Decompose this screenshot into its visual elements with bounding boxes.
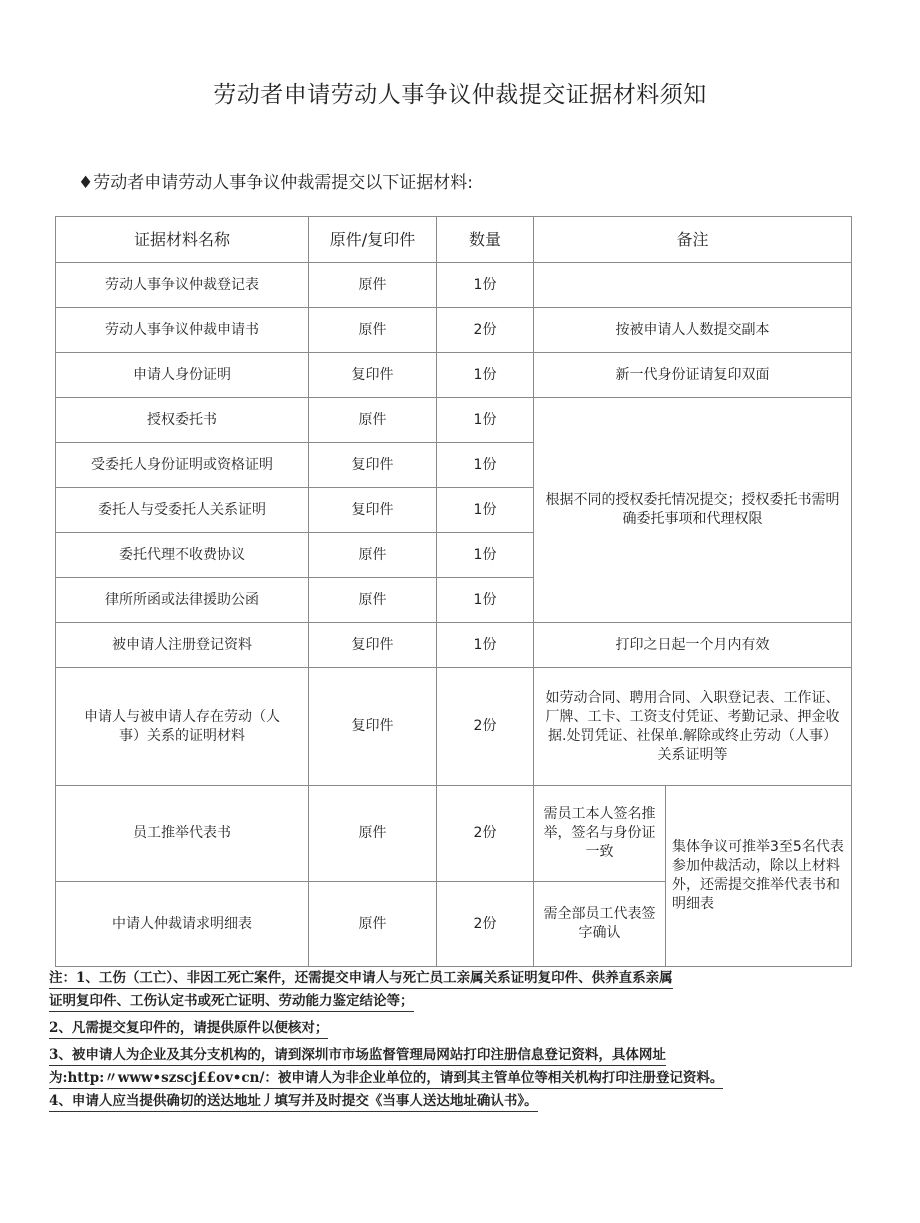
cell-type: 复印件 [309,443,437,488]
cell-name: 委托人与受委托人关系证明 [56,488,309,533]
cell-note: 如劳动合同、聘用合同、入职登记表、工作证、厂牌、工卡、工资支付凭证、考勤记录、押金收据.处罚凭证、社保单.解除或终止劳动（人事）关系证明等 [534,668,852,786]
cell-note [534,263,852,308]
cell-qty: 1份 [437,623,534,668]
evidence-table [55,216,852,967]
cell-note: 需员工本人签名推举，签名与身份证一致 [534,786,666,882]
cell-qty: 2份 [437,308,534,353]
cell-name: 申请人与被申请人存在劳动（人事）关系的证明材料 [56,668,309,786]
table-row [56,786,852,882]
note-line: 为:http:〃www•szscj££ov•cn/：被申请人为非企业单位的，请到其主管单位等相关机构打印注册登记资料。 [49,1068,723,1089]
note-line: 3、被申请人为企业及其分支机构的，请到深圳市市场监督管理局网站打印注册信息登记资料，具体网址 [49,1045,666,1066]
cell-type: 原件 [309,578,437,623]
header-qty: 数量 [437,217,534,263]
collective-note: 集体争议可推举3至5名代表参加仲裁活动，除以上材料外，还需提交推举代表书和明细表 [666,786,852,967]
table-row [56,353,852,398]
cell-qty: 1份 [437,398,534,443]
note-line: 2、凡需提交复印件的，请提供原件以便核对； [49,1018,328,1039]
cell-note: 按被申请人人数提交副本 [534,308,852,353]
cell-note: 打印之日起一个月内有效 [534,623,852,668]
cell-note: 需全部员工代表签字确认 [534,882,666,967]
table-row [56,398,852,443]
notes-section [49,968,829,1118]
cell-type: 原件 [309,882,437,967]
cell-name: 被申请人注册登记资料 [56,623,309,668]
cell-qty: 1份 [437,443,534,488]
page-title: 劳动者申请劳动人事争议仲裁提交证据材料须知 [213,82,707,108]
cell-type: 原件 [309,786,437,882]
authorization-note: 根据不同的授权委托情况提交；授权委托书需明确委托事项和代理权限 [534,398,852,623]
cell-name: 律所所函或法律援助公函 [56,578,309,623]
table-header-row [56,217,852,263]
header-name: 证据材料名称 [56,217,309,263]
cell-type: 原件 [309,398,437,443]
cell-qty: 1份 [437,488,534,533]
note-line: 证明复印件、工伤认定书或死亡证明、劳动能力鉴定结论等； [49,991,414,1012]
cell-type: 复印件 [309,488,437,533]
cell-type: 原件 [309,533,437,578]
cell-qty: 2份 [437,882,534,967]
cell-qty: 1份 [437,533,534,578]
cell-note: 新一代身份证请复印双面 [534,353,852,398]
cell-type: 原件 [309,308,437,353]
cell-name: 受委托人身份证明或资格证明 [56,443,309,488]
cell-type: 原件 [309,263,437,308]
header-type: 原件/复印件 [309,217,437,263]
cell-qty: 1份 [437,578,534,623]
cell-name: 劳动人事争议仲裁申请书 [56,308,309,353]
cell-name: 授权委托书 [56,398,309,443]
cell-type: 复印件 [309,623,437,668]
cell-type: 复印件 [309,668,437,786]
cell-qty: 2份 [437,668,534,786]
intro-text: ♦劳动者申请劳动人事争议仲裁需提交以下证据材料: [78,173,473,193]
table-row [56,668,852,786]
cell-name: 委托代理不收费协议 [56,533,309,578]
cell-name: 申请人身份证明 [56,353,309,398]
cell-name: 中请人仲裁请求明细表 [56,882,309,967]
cell-name: 劳动人事争议仲裁登记表 [56,263,309,308]
cell-name: 员工推举代表书 [56,786,309,882]
note-line: 注：1、工伤（工亡）、非因工死亡案件，还需提交申请人与死亡员工亲属关系证明复印件、供养直系亲属 [49,968,673,989]
table-row [56,623,852,668]
table-row [56,308,852,353]
note-line: 4、申请人应当提供确切的送达地址丿填写并及时提交《当事人送达地址确认书》。 [49,1091,538,1112]
cell-type: 复印件 [309,353,437,398]
cell-qty: 2份 [437,786,534,882]
cell-qty: 1份 [437,353,534,398]
table-row [56,263,852,308]
header-note: 备注 [534,217,852,263]
cell-qty: 1份 [437,263,534,308]
